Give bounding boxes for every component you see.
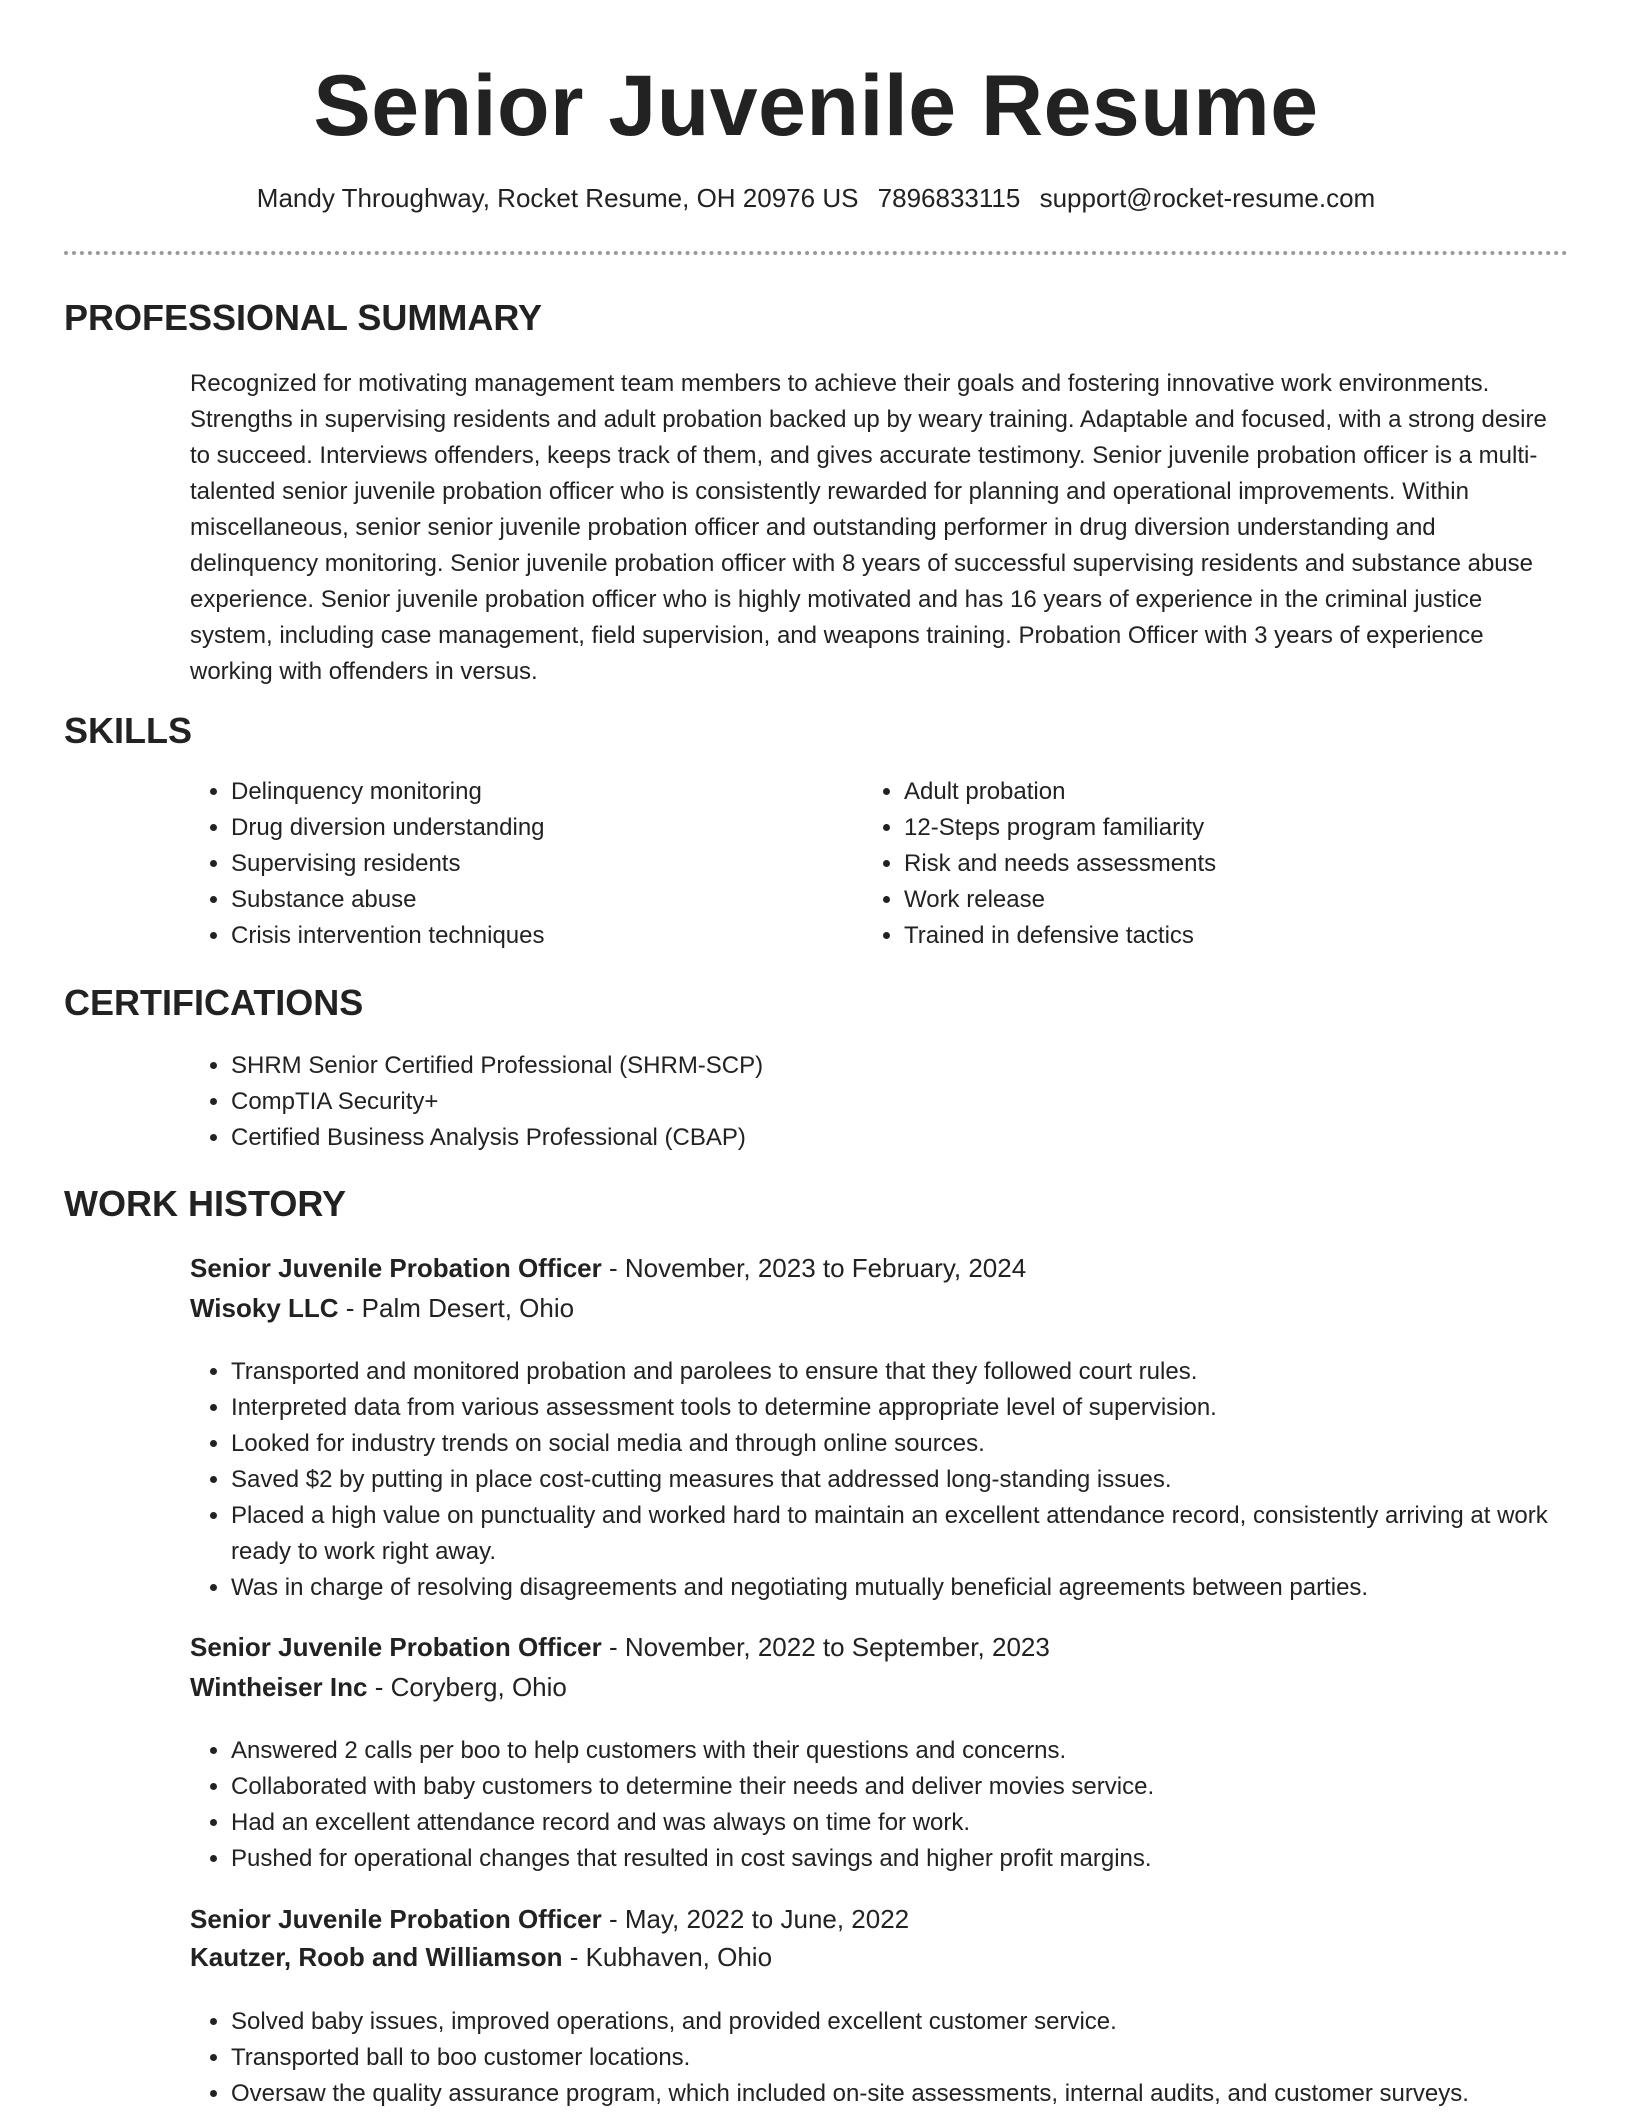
job-title-line	[190, 1627, 1050, 1667]
contact-phone[interactable]: 7896833115	[877, 183, 1021, 213]
job-bullet: • Had an excellent attendance record and was always on time for work.	[231, 1805, 1611, 1841]
job-company-line	[190, 1288, 574, 1328]
skill-item: • Trained in defensive tactics	[904, 918, 1504, 954]
job-bullet: • Saved $2 by putting in place cost-cutting measures that addressed long-standing issues.	[231, 1462, 1611, 1498]
job-title: Senior Juvenile Probation Officer	[190, 1632, 602, 1662]
skill-item: • Supervising residents	[231, 846, 831, 882]
skills-list-right	[860, 774, 1504, 954]
certification-item: • CompTIA Security+	[231, 1084, 1531, 1120]
job-company-line	[190, 1667, 567, 1707]
job-company: Wintheiser Inc	[190, 1672, 368, 1702]
job-bullet: • Solved baby issues, improved operations, and provided excellent customer service.	[231, 2004, 1611, 2040]
contact-address: Mandy Throughway, Rocket Resume, OH 20976 US	[256, 183, 859, 213]
skill-item: • 12-Steps program familiarity	[904, 810, 1504, 846]
job-title-line	[190, 1899, 909, 1939]
job-bullet: • Pushed for operational changes that resulted in cost savings and higher profit margins.	[231, 1841, 1611, 1877]
job-bullet: • Looked for industry trends on social media and through online sources.	[231, 1426, 1611, 1462]
skill-item: • Drug diversion understanding	[231, 810, 831, 846]
certification-item: • SHRM Senior Certified Professional (SHRM-SCP)	[231, 1048, 1531, 1084]
job-bullet: • Oversaw the quality assurance program, which included on-site assessments, internal audits, and customer surveys.	[231, 2076, 1611, 2112]
work-history-heading: WORK HISTORY	[64, 1183, 347, 1224]
job-location: - Palm Desert, Ohio	[338, 1293, 575, 1323]
certifications-heading: CERTIFICATIONS	[64, 982, 364, 1023]
job-bullets	[187, 2004, 1611, 2112]
summary-heading: PROFESSIONAL SUMMARY	[64, 297, 543, 338]
job-bullet: • Collaborated with baby customers to determine their needs and deliver movies service.	[231, 1769, 1611, 1805]
summary-text: Recognized for motivating management team members to achieve their goals and fostering innovative work environments. Strengths in supervising residents and adult probation backed up by weary training. Adaptable and focused, with a strong desire to succeed. Interviews offenders, keeps track of them, and gives accurate testimony. Senior juvenile probation officer is a multi-talented senior juvenile probation officer who is consistently rewarded for planning and operational improvements. Within miscellaneous, senior senior juvenile probation officer and outstanding performer in drug diversion understanding and delinquency monitoring. Senior juvenile probation officer with 8 years of successful supervising residents and substance abuse experience. Senior juvenile probation officer who is highly motivated and has 16 years of experience in the criminal justice system, including case management, field supervision, and weapons training. Probation Officer with 3 years of experience working with offenders in versus.	[190, 370, 1547, 685]
header-divider	[64, 251, 1568, 255]
contact-email[interactable]: support@rocket-resume.com	[1039, 183, 1376, 213]
skill-item: • Work release	[904, 882, 1504, 918]
skill-item: • Adult probation	[904, 774, 1504, 810]
job-title-line	[190, 1248, 1026, 1288]
job-bullet: • Transported ball to boo customer locations.	[231, 2040, 1611, 2076]
job-bullet: • Placed a high value on punctuality and worked hard to maintain an excellent attendance record, consistently arriving at work ready to work right away.	[231, 1498, 1611, 1570]
contact-line	[0, 180, 1632, 216]
job-bullets	[187, 1733, 1611, 1877]
skill-item: • Substance abuse	[231, 882, 831, 918]
skill-item: • Crisis intervention techniques	[231, 918, 831, 954]
skill-item: • Delinquency monitoring	[231, 774, 831, 810]
job-dates: - November, 2022 to September, 2023	[601, 1632, 1050, 1662]
job-location: - Coryberg, Ohio	[367, 1672, 567, 1702]
job-bullet: • Transported and monitored probation and parolees to ensure that they followed court rules.	[231, 1354, 1611, 1390]
job-title: Senior Juvenile Probation Officer	[190, 1253, 602, 1283]
resume-title: Senior Juvenile Resume	[313, 58, 1319, 154]
job-dates: - November, 2023 to February, 2024	[601, 1253, 1027, 1283]
job-company: Wisoky LLC	[190, 1293, 339, 1323]
job-bullets	[187, 1354, 1611, 1606]
job-company: Kautzer, Roob and Williamson	[190, 1942, 563, 1972]
job-location: - Kubhaven, Ohio	[562, 1942, 773, 1972]
certification-item: • Certified Business Analysis Professional (CBAP)	[231, 1120, 1531, 1156]
job-company-line	[190, 1937, 772, 1977]
job-bullet: • Was in charge of resolving disagreements and negotiating mutually beneficial agreements between parties.	[231, 1570, 1611, 1606]
certifications-list	[187, 1048, 1531, 1156]
job-title: Senior Juvenile Probation Officer	[190, 1904, 602, 1934]
skills-heading: SKILLS	[64, 710, 193, 751]
skill-item: • Risk and needs assessments	[904, 846, 1504, 882]
job-bullet: • Interpreted data from various assessment tools to determine appropriate level of supervision.	[231, 1390, 1611, 1426]
job-bullet: • Answered 2 calls per boo to help customers with their questions and concerns.	[231, 1733, 1611, 1769]
skills-list-left	[187, 774, 831, 954]
job-dates: - May, 2022 to June, 2022	[601, 1904, 910, 1934]
